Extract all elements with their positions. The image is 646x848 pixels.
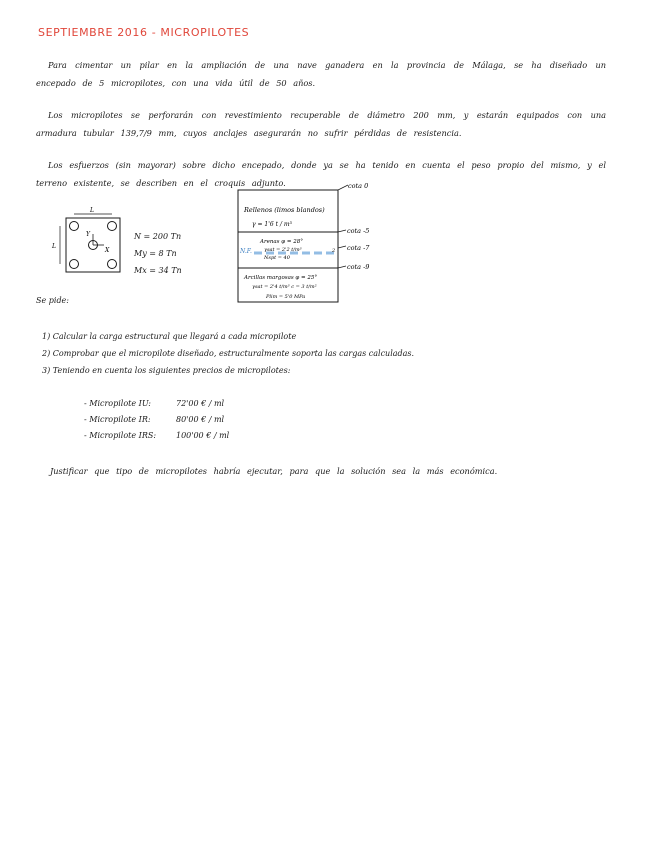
price-item — [84, 396, 229, 412]
x-axis-label: X — [105, 247, 110, 254]
dimension-label-top: L — [90, 207, 94, 214]
soil-profile-sketch — [236, 180, 386, 314]
price-item — [84, 428, 229, 444]
price-list — [84, 396, 229, 444]
moment-x: Mx = 34 Tn — [134, 266, 182, 275]
cota-5-leader — [338, 230, 346, 232]
page-title: SEPTIEMBRE 2016 - MICROPILOTES — [38, 26, 250, 39]
cota-5-label: cota -5 — [347, 227, 370, 235]
axial-load: N = 200 Tn — [134, 232, 182, 241]
pile-cap-plan-sketch — [44, 206, 134, 282]
moment-y: My = 8 Tn — [134, 249, 177, 258]
layer-side-dimension: 2 — [332, 248, 336, 254]
layer1-unit-weight: γ = 1'6 t / m³ — [252, 221, 292, 228]
micropile-top-left — [70, 222, 79, 231]
price-item-name: - Micropilote IR: — [84, 415, 151, 424]
price-item-value: 80'00 € / ml — [176, 415, 225, 424]
price-item-name: - Micropilote IRS: — [84, 431, 157, 440]
questions-list — [42, 328, 414, 379]
price-item-value: 100'00 € / ml — [176, 431, 230, 440]
cota-7-label: cota -7 — [347, 244, 370, 252]
micropile-bottom-left — [70, 260, 79, 269]
se-pide-heading: Se pide: — [36, 296, 69, 305]
paragraph-loads-text: Los esfuerzos (sin mayorar) sobre dicho encepado, donde ya se ha tenido en cuenta el peso propio del mismo, y el terreno existente, se describen en el croquis adjunto. — [36, 160, 606, 188]
cota-0-leader — [338, 185, 348, 190]
layer1-name: Rellenos (limos blandos) — [244, 206, 325, 214]
price-item-name: - Micropilote IU: — [84, 399, 151, 408]
paragraph-micropile-specs-text: Los micropilotes se perforarán con revestimiento recuperable de diámetro 200 mm, y estarán equipados con una armadura tubular 139,7/9 mm, cuyos anclajes asegurarán no sufrir pérdidas de resistencia. — [36, 110, 606, 138]
layer2-name: Arenas φ = 28° — [260, 239, 303, 245]
micropile-top-right — [108, 222, 117, 231]
cota-9-leader — [338, 266, 346, 268]
layer3-name: Arcillas margosas φ = 25° — [244, 275, 318, 281]
load-values — [134, 228, 182, 279]
paragraph-intro — [36, 56, 606, 92]
price-item-value: 72'00 € / ml — [176, 399, 225, 408]
water-table-label: N.F. — [240, 248, 252, 255]
price-item — [84, 412, 229, 428]
paragraph-justification — [50, 462, 610, 480]
paragraph-justification-text: Justificar que tipo de micropilotes habría ejecutar, para que la solución sea la más económica. — [50, 466, 498, 476]
question-item: 3) Teniendo en cuenta los siguientes precios de micropilotes: — [42, 366, 291, 375]
layer3-unit-weight: γsat = 2'4 t/m³ c = 3 t/m² — [252, 284, 317, 290]
layer2-nspt: Nspt = 40 — [264, 255, 290, 261]
cota-9-label: cota -9 — [347, 263, 370, 271]
cota-0-label: cota 0 — [348, 182, 369, 190]
paragraph-micropile-specs — [36, 106, 606, 142]
y-axis-label: Y — [86, 231, 90, 238]
question-item: 1) Calcular la carga estructural que llegará a cada micropilote — [42, 332, 297, 341]
dimension-label-left: L — [52, 243, 56, 250]
cota-7-leader — [338, 246, 346, 248]
paragraph-intro-text: Para cimentar un pilar en la ampliación de una nave ganadera en la provincia de Málaga, se ha diseñado un encepado de 5 micropilotes, con una vida útil de 50 años. — [36, 60, 606, 88]
layer2-unit-weight: γsat = 2'2 t/m³ — [264, 247, 302, 253]
micropile-bottom-right — [108, 260, 117, 269]
layer3-plim: Plim = 5'0 MPa — [266, 294, 306, 300]
question-item: 2) Comprobar que el micropilote diseñado, estructuralmente soporta las cargas calculadas. — [42, 349, 415, 358]
